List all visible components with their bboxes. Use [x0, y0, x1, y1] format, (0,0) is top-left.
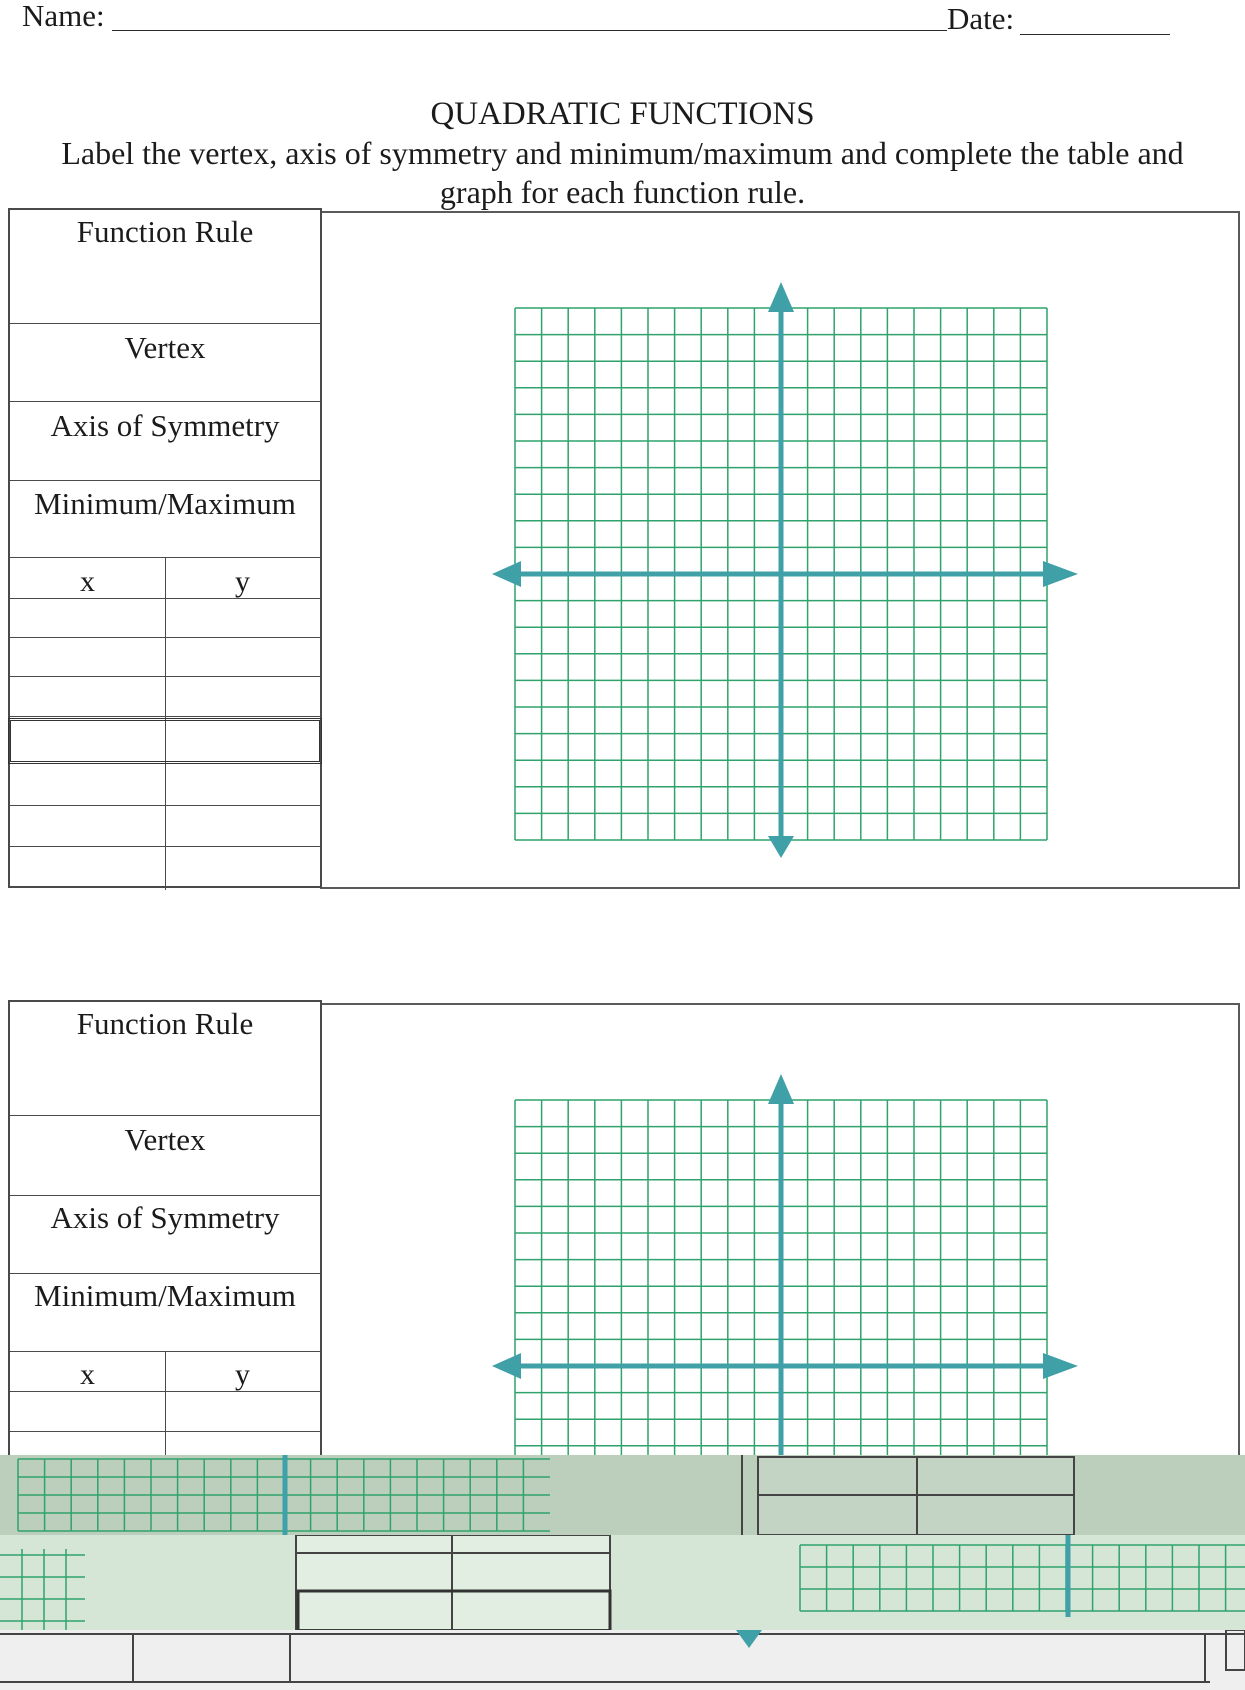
- date-label: Date:: [947, 1, 1015, 36]
- arrow-left-icon: [492, 561, 521, 587]
- axis-of-symmetry-label: Axis of Symmetry: [50, 408, 280, 443]
- x-column-header: x: [80, 1358, 95, 1391]
- vertex-label: Vertex: [124, 330, 206, 365]
- scan-artifact-band-3: [0, 1630, 1245, 1690]
- info-table-2: [8, 1000, 322, 1463]
- instructions-line-1: Label the vertex, axis of symmetry and minimum/maximum and complete the table and: [61, 135, 1184, 171]
- y-column-header: y: [235, 565, 250, 598]
- highlighted-row[interactable]: [8, 718, 322, 764]
- coordinate-grid-1[interactable]: [490, 280, 1080, 860]
- date-line[interactable]: [1020, 34, 1170, 35]
- arrow-left-icon: [492, 1353, 521, 1379]
- name-line[interactable]: [112, 30, 947, 31]
- scan-artifact-band-1: [0, 1455, 1245, 1535]
- arrow-right-icon: [1043, 561, 1078, 587]
- name-label: Name:: [22, 0, 105, 33]
- arrow-down-icon: [768, 836, 794, 858]
- arrow-up-icon: [768, 1074, 794, 1104]
- arrow-right-icon: [1043, 1353, 1078, 1379]
- axis-of-symmetry-label: Axis of Symmetry: [50, 1200, 280, 1235]
- scan-artifact-band-2: [0, 1535, 1245, 1630]
- worksheet-title: QUADRATIC FUNCTIONS: [430, 96, 815, 132]
- minimum-maximum-label: Minimum/Maximum: [34, 1278, 296, 1313]
- coordinate-grid-2[interactable]: [490, 1072, 1080, 1462]
- y-column-header: y: [235, 1358, 250, 1391]
- minimum-maximum-label: Minimum/Maximum: [34, 486, 296, 521]
- function-rule-label: Function Rule: [76, 1006, 254, 1041]
- arrow-up-icon: [768, 282, 794, 312]
- function-rule-label: Function Rule: [76, 214, 254, 249]
- info-table-1: [8, 208, 322, 888]
- instructions-line-2: graph for each function rule.: [439, 174, 806, 210]
- vertex-label: Vertex: [124, 1122, 206, 1157]
- x-column-header: x: [80, 565, 95, 598]
